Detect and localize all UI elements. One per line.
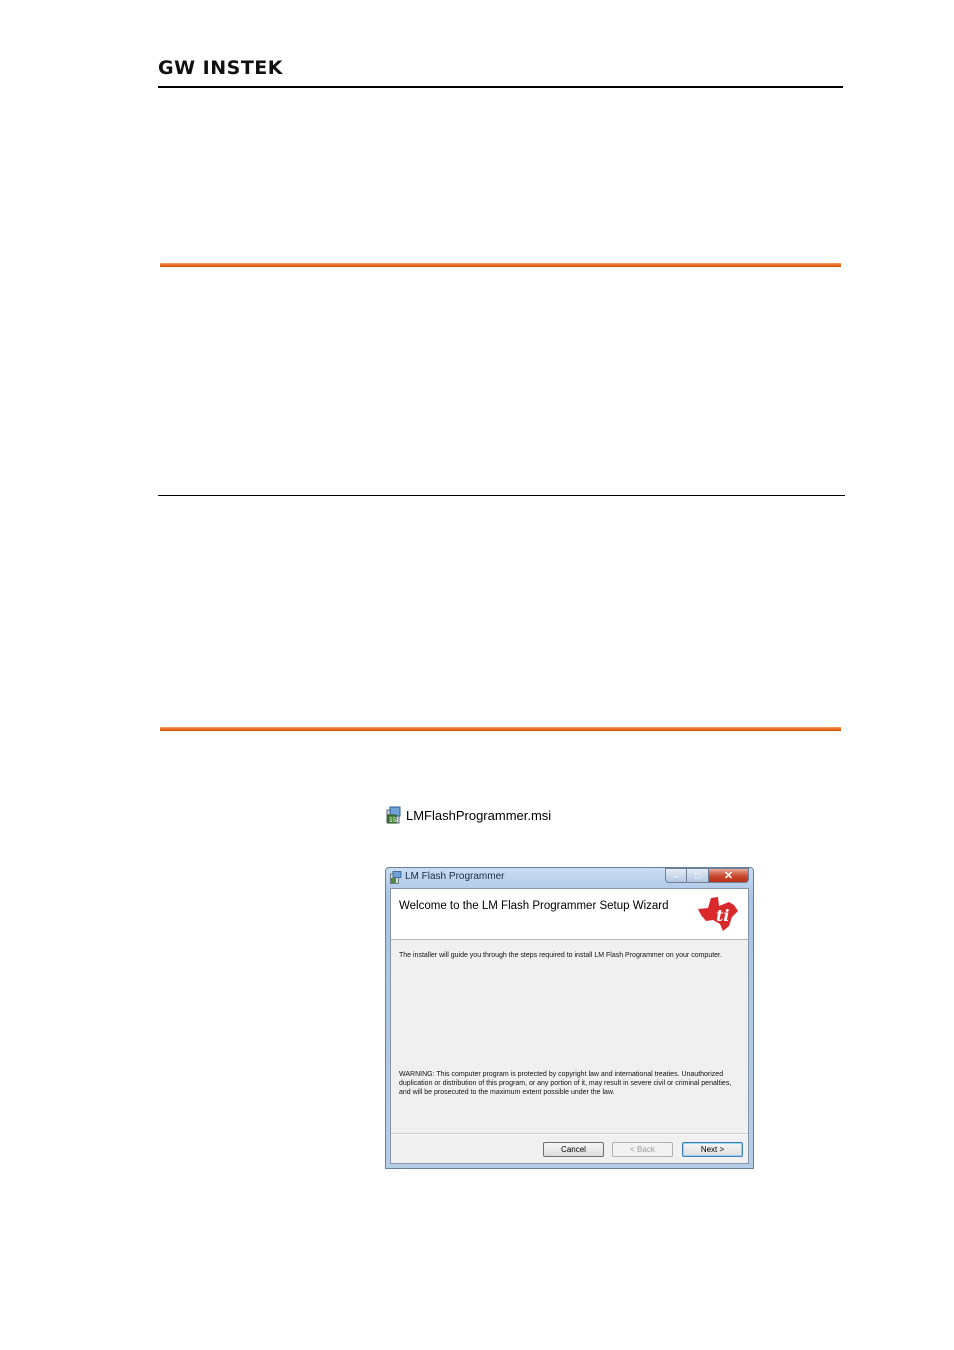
msi-installer-icon xyxy=(386,806,404,824)
cancel-button[interactable]: Cancel xyxy=(543,1142,604,1157)
back-button[interactable]: < Back xyxy=(612,1142,673,1157)
installer-title-icon xyxy=(390,871,402,884)
next-button[interactable]: Next > xyxy=(682,1142,743,1157)
wizard-banner xyxy=(391,889,748,940)
title-bar[interactable] xyxy=(386,868,753,888)
section-rule-top xyxy=(160,263,841,267)
svg-text:15: 15 xyxy=(389,817,397,824)
window-title: LM Flash Programmer xyxy=(405,871,505,882)
close-button[interactable]: ✕ xyxy=(709,868,749,883)
texas-instruments-logo-icon xyxy=(696,895,740,933)
header-rule xyxy=(158,86,843,88)
window-controls xyxy=(665,868,749,883)
maximize-button[interactable]: □ xyxy=(687,868,709,883)
msi-file-name: LMFlashProgrammer.msi xyxy=(406,807,552,823)
welcome-heading: Welcome to the LM Flash Programmer Setup Wizard xyxy=(399,900,669,912)
gw-instek-logo: GW INSTEK xyxy=(158,57,283,79)
divider-rule xyxy=(158,495,845,496)
svg-text:ti: ti xyxy=(716,906,730,925)
footer-divider xyxy=(391,1133,748,1135)
section-rule-bottom xyxy=(160,727,841,731)
msi-file-item[interactable] xyxy=(386,805,551,825)
intro-text: The installer will guide you through the steps required to install LM Flash Programmer on your computer. xyxy=(399,952,722,959)
minimize-button[interactable]: – xyxy=(665,868,687,883)
copyright-warning: WARNING: This computer program is protected by copyright law and international treaties. Unauthorized duplication or distribution of this program, or any portion of it, may result in severe civil or criminal penalties, and will be prosecuted to the maximum extent possible under the law. xyxy=(399,1071,732,1096)
setup-wizard-window xyxy=(385,867,754,1169)
wizard-body xyxy=(390,888,749,1164)
